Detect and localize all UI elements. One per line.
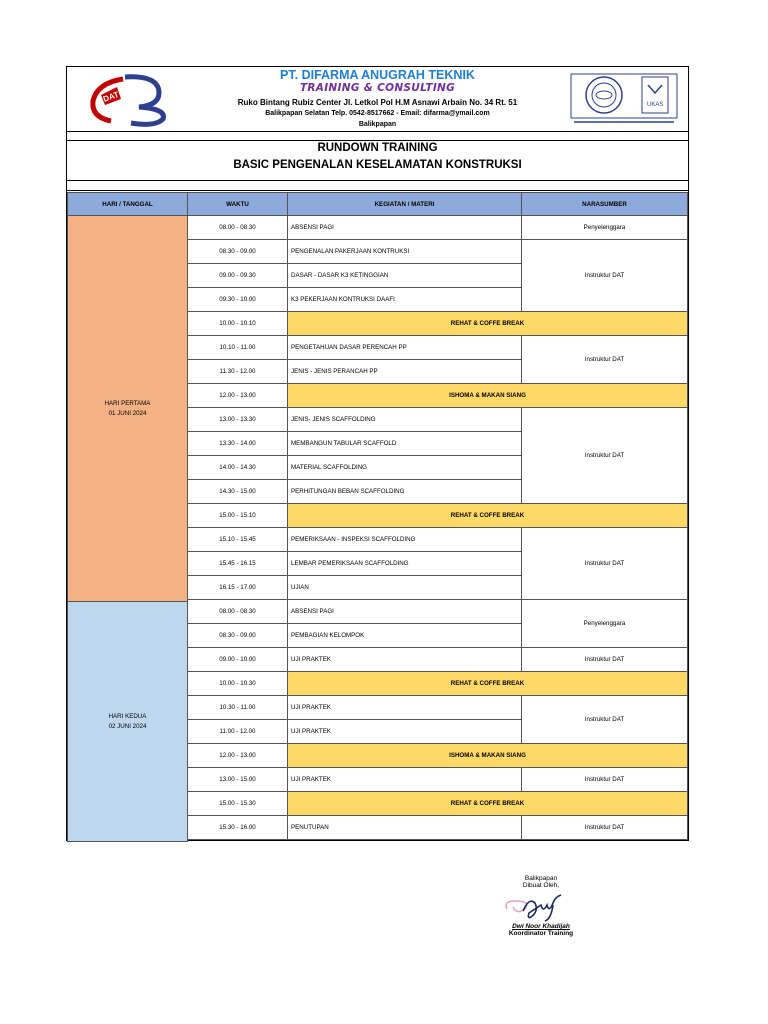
time-cell: 08.30 - 09.00 (187, 239, 288, 264)
divider (67, 190, 688, 191)
time-cell: 13.30 - 14.00 (187, 431, 288, 456)
activity-cell: MATERIAL SCAFFOLDING (287, 455, 522, 480)
company-contact: Balikpapan Selatan Telp. 0542-8517662 - Email: difarma@ymail.com (265, 110, 490, 117)
time-cell: 11.00 - 12.00 (187, 719, 288, 744)
speaker-cell: Instruktur DAT (521, 407, 688, 504)
time-cell: 14.30 - 15.00 (187, 479, 288, 504)
signer-role: Koordinator Training (508, 930, 574, 937)
activity-cell: PEMBAGIAN KELOMPOK (287, 623, 522, 648)
time-cell: 10.00 - 10.10 (187, 311, 288, 336)
speaker-cell: Penyelenggara (521, 215, 688, 240)
time-cell: 15.30 - 16.00 (187, 815, 288, 840)
company-address: Ruko Bintang Rubiz Center Jl. Letkol Pol H.M Asnawi Arbain No. 34 Rt. 51 (237, 98, 518, 107)
speaker-cell: Instruktur DAT (521, 815, 688, 840)
divider (67, 140, 688, 141)
time-cell: 12.00 - 13.00 (187, 743, 288, 768)
speaker-cell: Instruktur DAT (521, 695, 688, 744)
speaker-cell: Instruktur DAT (521, 767, 688, 792)
break-cell: REHAT & COFFE BREAK (287, 671, 688, 696)
activity-cell: JENIS- JENIS SCAFFOLDING (287, 407, 522, 432)
time-cell: 09.00 - 10.00 (187, 647, 288, 672)
time-cell: 13.00 - 13.30 (187, 407, 288, 432)
signature-block (471, 875, 611, 937)
activity-cell: ABSENSI PAGI (287, 599, 522, 624)
activity-cell: PENGENALAN PAKERJAAN KONTRUKSI (287, 239, 522, 264)
activity-cell: JENIS - JENIS PERANCAH PP (287, 359, 522, 384)
break-cell: ISHOMA & MAKAN SIANG (287, 743, 688, 768)
activity-cell: MEMBANGUN TABULAR SCAFFOLD (287, 431, 522, 456)
signer-name: Dwi Noor Khadijah (512, 923, 570, 930)
time-cell: 08.00 - 08.30 (187, 215, 288, 240)
certification-logo (570, 73, 678, 125)
svg-text:DAT: DAT (101, 89, 120, 104)
day-date: 01 JUNI 2024 (108, 409, 147, 417)
divider (67, 180, 688, 181)
speaker-cell: Penyelenggara (521, 599, 688, 648)
header-time: WAKTU (187, 192, 288, 216)
activity-cell: UJI PRAKTEK (287, 695, 522, 720)
divider (67, 131, 688, 132)
svg-text:UKAS: UKAS (647, 102, 664, 108)
activity-cell: UJI PRAKTEK (287, 647, 522, 672)
break-cell: REHAT & COFFE BREAK (287, 791, 688, 816)
time-cell: 11.30 - 12.00 (187, 359, 288, 384)
day-label: HARI KEDUA (108, 712, 147, 720)
time-cell: 15.00 - 15.10 (187, 503, 288, 528)
header-activity: KEGIATAN / MATERI (287, 192, 522, 216)
day-date: 02 JUNI 2024 (108, 722, 147, 730)
document-title: RUNDOWN TRAINING (317, 142, 438, 154)
activity-cell: K3 PEKERJAAN KONTRUKSI DAAFI (287, 287, 522, 312)
speaker-cell: Instruktur DAT (521, 527, 688, 600)
handwritten-signature (501, 889, 581, 923)
break-cell: ISHOMA & MAKAN SIANG (287, 383, 688, 408)
activity-cell: PEMERIKSAAN - INSPEKSI SCAFFOLDING (287, 527, 522, 552)
time-cell: 10.30 - 11.00 (187, 695, 288, 720)
activity-cell: PENGETAHUAN DASAR PERENCAH PP (287, 335, 522, 360)
company-name: PT. DIFARMA ANUGRAH TEKNIK (280, 68, 475, 82)
speaker-cell: Instruktur DAT (521, 647, 688, 672)
time-cell: 13.00 - 15.00 (187, 767, 288, 792)
letterhead (67, 67, 688, 131)
time-cell: 10.00 - 10.30 (187, 671, 288, 696)
time-cell: 16.15 - 17.00 (187, 575, 288, 600)
company-city: Balikpapan (358, 121, 397, 128)
document-page (66, 66, 689, 937)
time-cell: 08.00 - 08.30 (187, 599, 288, 624)
activity-cell: PENUTUPAN (287, 815, 522, 840)
activity-cell: PERHITUNGAN BEBAN SCAFFOLDING (287, 479, 522, 504)
header-day: HARI / TANGGAL (67, 192, 188, 216)
company-subtitle: TRAINING & CONSULTING (299, 82, 456, 94)
time-cell: 15.10 - 15.45 (187, 527, 288, 552)
speaker-cell: Instruktur DAT (521, 239, 688, 312)
activity-cell: ABSENSI PAGI (287, 215, 522, 240)
day-label: HARI PERTAMA (104, 399, 151, 407)
time-cell: 09.30 - 10.00 (187, 287, 288, 312)
activity-cell: UJIAN (287, 575, 522, 600)
signature-city: Balikpapan (524, 875, 558, 882)
day-cell-first (67, 215, 188, 602)
day-cell-second (67, 601, 188, 842)
activity-cell: UJI PRAKTEK (287, 767, 522, 792)
time-cell: 15.45 - 16.15 (187, 551, 288, 576)
signature-made-by: Dibuat Oleh, (522, 882, 560, 889)
time-cell: 12.00 - 13.00 (187, 383, 288, 408)
time-cell: 08.30 - 09.00 (187, 623, 288, 648)
time-cell: 14.00 - 14.30 (187, 455, 288, 480)
header-speaker: NARASUMBER (521, 192, 688, 216)
speaker-cell: Instruktur DAT (521, 335, 688, 384)
break-cell: REHAT & COFFE BREAK (287, 311, 688, 336)
activity-cell: LEMBAR PEMERIKSAAN SCAFFOLDING (287, 551, 522, 576)
break-cell: REHAT & COFFE BREAK (287, 503, 688, 528)
time-cell: 09.00 - 09.30 (187, 263, 288, 288)
time-cell: 10.10 - 11.00 (187, 335, 288, 360)
activity-cell: UJI PRAKTEK (287, 719, 522, 744)
time-cell: 15.00 - 15.30 (187, 791, 288, 816)
document-subtitle: BASIC PENGENALAN KESELAMATAN KONSTRUKSI (233, 159, 522, 171)
activity-cell: DASAR - DASAR K3 KETINGGIAN (287, 263, 522, 288)
